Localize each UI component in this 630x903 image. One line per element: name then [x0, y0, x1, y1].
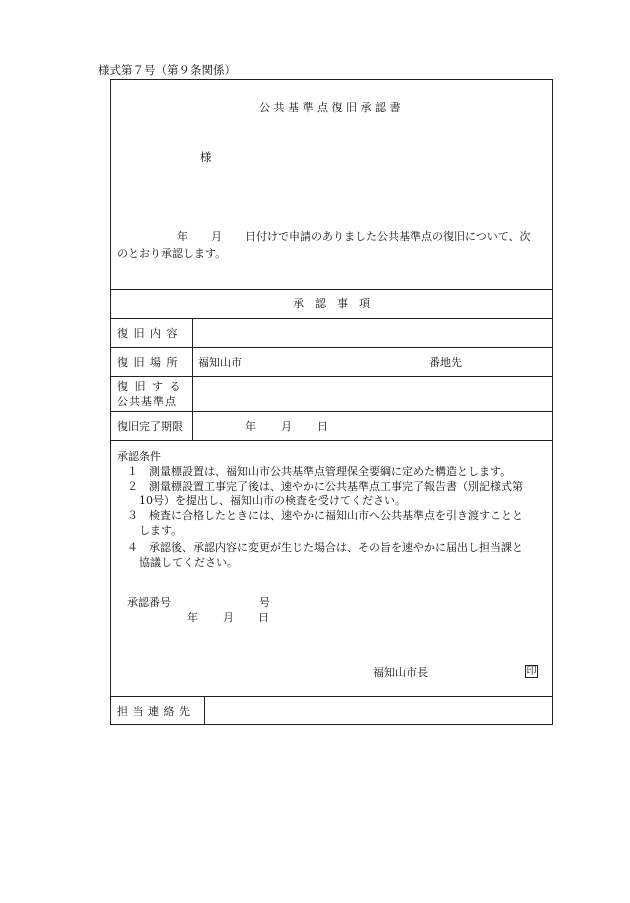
divider	[111, 411, 552, 412]
recipient-honorific: 様	[200, 150, 212, 164]
seal-mark: 印	[526, 666, 537, 677]
condition-line: ２ 測量標設置工事完了後は、速やかに公共基準点工事完了報告書（別記様式第	[127, 480, 523, 493]
body-text-line1: 日付けで申請のありました公共基準点の復旧について、次	[245, 230, 531, 243]
document-title: 公共基準点復旧承認書	[259, 101, 404, 114]
body-date-month: 月	[211, 230, 222, 243]
row-label-point-line1: 復旧する	[117, 380, 187, 393]
section-title: 承 認 事 項	[293, 297, 370, 310]
row-value-location-city: 福知山市	[198, 356, 242, 369]
body-date-year: 年	[177, 230, 188, 243]
condition-line: します。	[139, 524, 183, 537]
divider	[111, 440, 552, 441]
column-divider	[192, 318, 193, 440]
approval-date-year: 年	[187, 611, 198, 624]
form-frame	[110, 79, 553, 725]
divider	[111, 696, 552, 697]
deadline-year: 年	[245, 420, 256, 433]
condition-line: 協議してください。	[139, 556, 238, 569]
divider	[111, 347, 552, 348]
row-label-content: 復旧内容	[117, 327, 183, 340]
contact-label: 担当連絡先	[117, 705, 195, 718]
conditions-title: 承認条件	[117, 450, 161, 463]
deadline-month: 月	[281, 420, 292, 433]
divider	[111, 289, 552, 290]
divider	[111, 376, 552, 377]
form-number-label: 様式第７号（第９条関係）	[98, 63, 236, 77]
row-label-point-line2: 公共基準点	[117, 395, 177, 408]
row-label-location: 復旧場所	[117, 356, 183, 369]
approval-number-suffix: 号	[259, 596, 270, 609]
approval-number-label: 承認番号	[127, 596, 171, 609]
condition-line: ３ 検査に合格したときには、速やかに福知山市へ公共基準点を引き渡すことと	[127, 509, 523, 522]
deadline-day: 日	[317, 420, 328, 433]
row-label-deadline: 復旧完了期限	[117, 420, 183, 433]
row-value-location-suffix: 番地先	[429, 356, 462, 369]
condition-line: 10号）を提出し、福知山市の検査を受けてください。	[139, 494, 406, 507]
condition-line: １ 測量標設置は、福知山市公共基準点管理保全要綱に定めた構造とします。	[127, 465, 512, 478]
approval-date-month: 月	[223, 611, 234, 624]
body-text-line2: のとおり承認します。	[117, 247, 227, 260]
divider	[111, 318, 552, 319]
column-divider	[204, 696, 205, 725]
condition-line: ４ 承認後、承認内容に変更が生じた場合は、その旨を速やかに届出し担当課と	[127, 541, 523, 554]
issuer-name: 福知山市長	[373, 666, 428, 679]
approval-date-day: 日	[258, 611, 269, 624]
